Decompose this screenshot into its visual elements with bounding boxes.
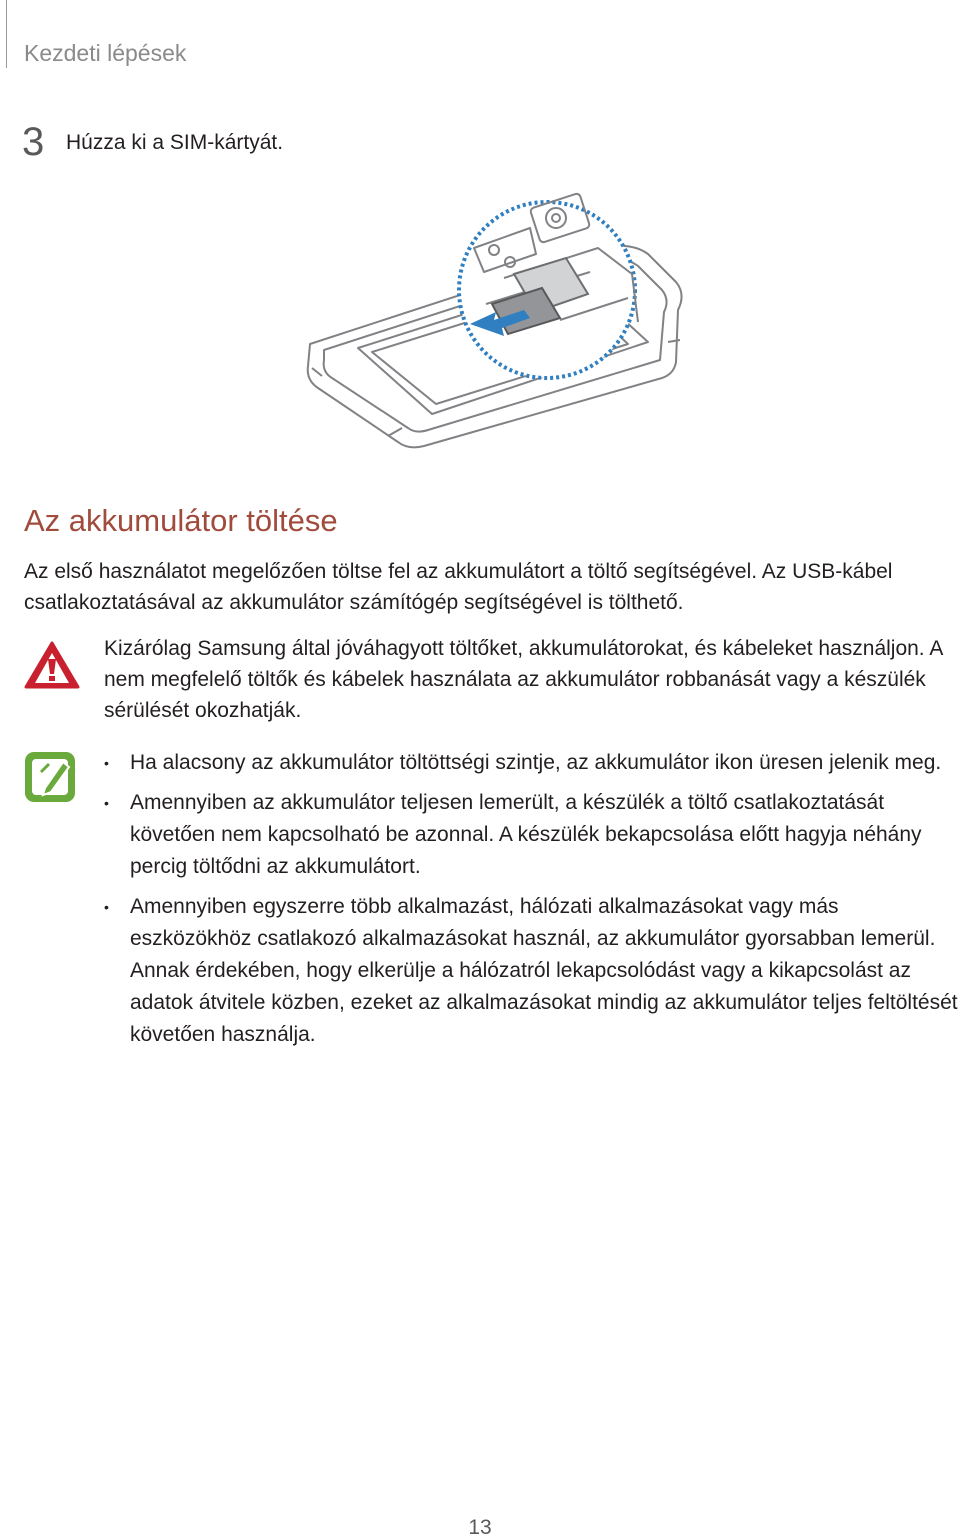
section-header: Kezdeti lépések [24,40,187,66]
note-list [104,747,960,1059]
list-item: • Amennyiben egyszerre több alkalmazást, hálózati alkalmazásokat vagy más eszközökhöz csatlakozó alkalmazásokat használ, az akkumulátor gyorsabban lemerül. Annak érdekében, hogy elkerülje a hálózatról lekapcsolódást vagy a kikapcsolást az adatok átvitele közben, ezeket az alkalmazásokat mindig az akkumulátor teljes feltöltését követően használja. [104,891,960,1051]
step-instruction: Húzza ki a SIM-kártyát. [66,131,284,154]
note-pencil-icon [23,750,77,804]
list-item: • Ha alacsony az akkumulátor töltöttségi szintje, az akkumulátor ikon üresen jelenik meg. [104,747,960,779]
section-title: Az akkumulátor töltése [24,503,338,538]
header-rule [6,0,7,68]
page-number: 13 [468,1516,492,1539]
warning-text: Kizárólag Samsung által jóváhagyott töltőket, akkumulátorokat, és kábeleket használjon. A nem megfelelő töltők és kábelek használata az akkumulátor robbanását vagy a készülék sérülését okozhatják. [104,637,943,722]
intro-paragraph: Az első használatot megelőzően töltse fel az akkumulátort a töltő segítségével. Az USB-kábel csatlakoztatásával az akkumulátor számítógép segítségével is tölthető. [24,560,893,614]
sim-removal-illustration [298,192,688,454]
list-item: • Amennyiben az akkumulátor teljesen lemerült, a készülék a töltő csatlakoztatását követően nem kapcsolható be azonnal. A készülék bekapcsolása előtt hagyja néhány percig töltődni az akkumulátort. [104,787,960,883]
step-number: 3 [22,120,45,164]
warning-triangle-icon [24,640,80,690]
